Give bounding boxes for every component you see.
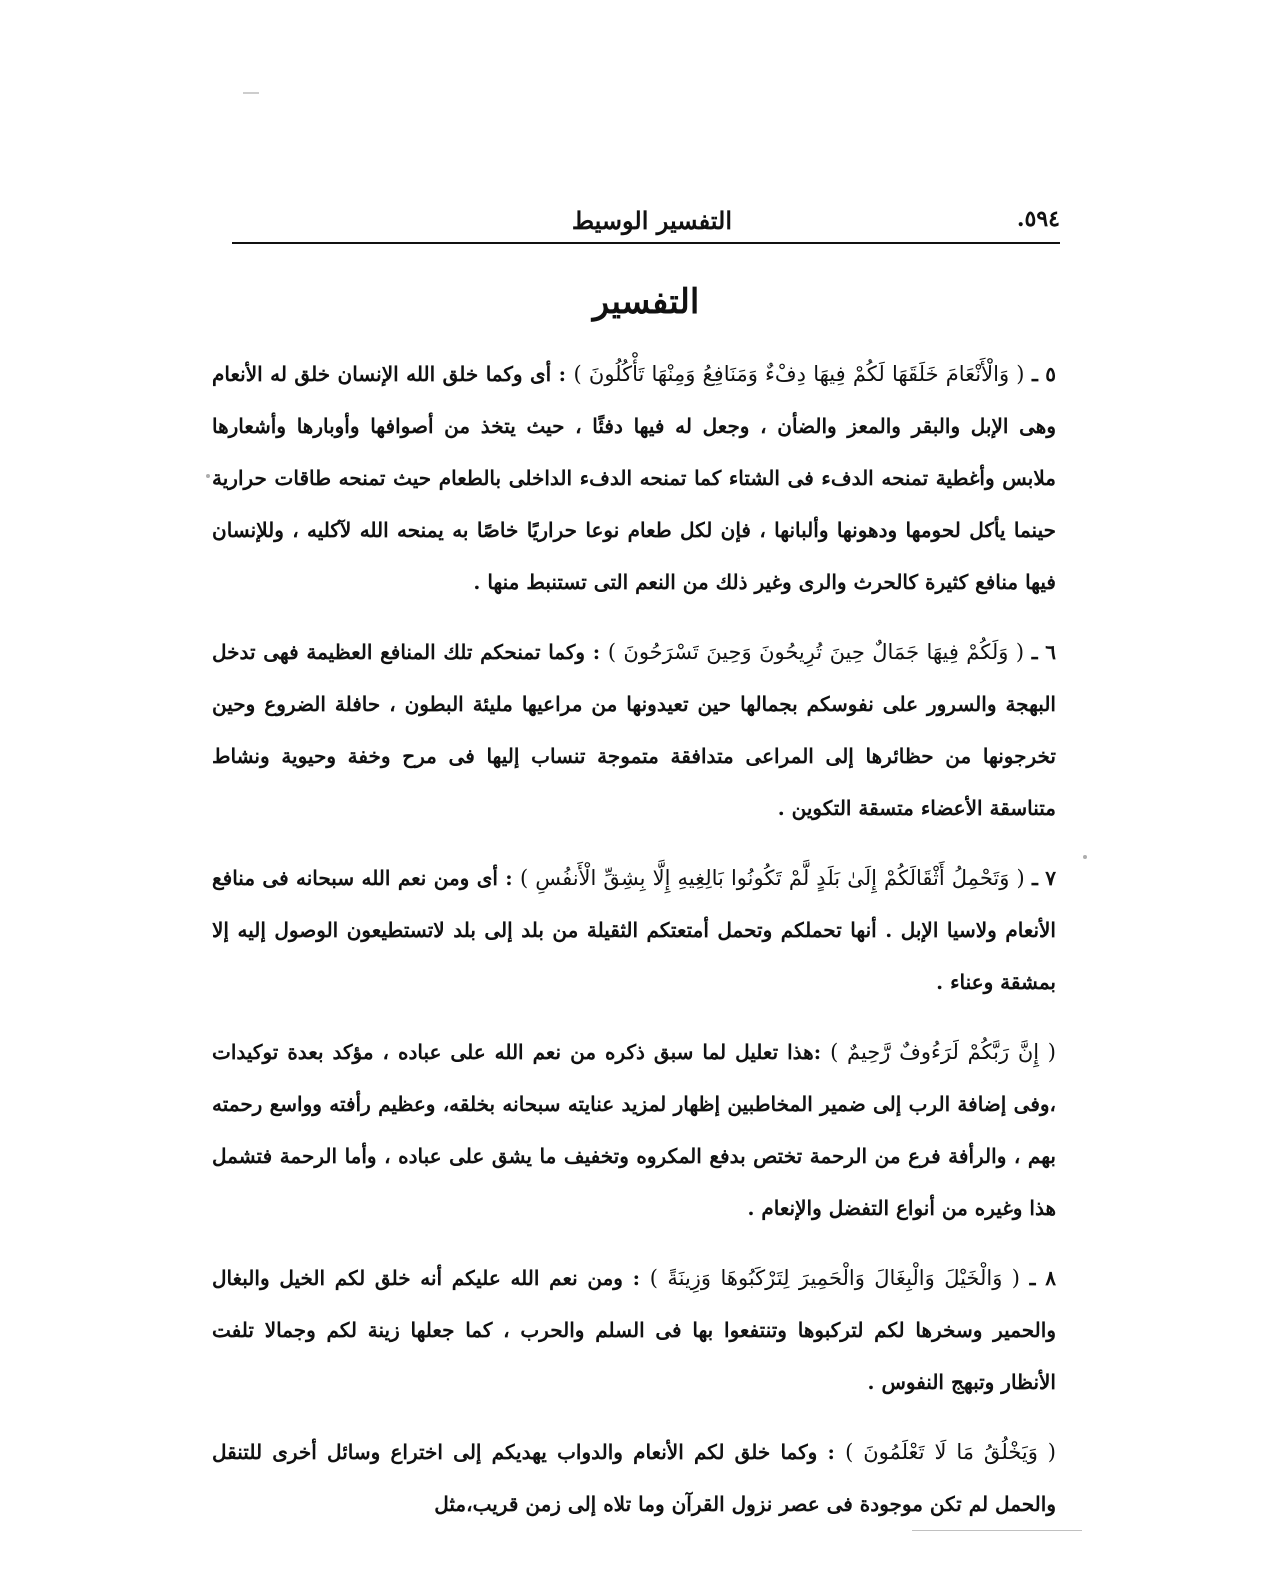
scan-mark bbox=[243, 92, 259, 94]
section-heading: التفسير bbox=[592, 282, 700, 322]
header-divider bbox=[232, 242, 1060, 244]
running-title: التفسير الوسيط bbox=[571, 206, 732, 235]
commentary-text: : أى ومن نعم الله سبحانه فى منافع الأنعام ولاسيا الإبل . أنها تحملكم وتحمل أمتعتكم الثقيلة من بلد إلى بلد لاتستطيعون الوصول إليه إلا بمشقة وعناء . bbox=[212, 866, 1056, 994]
verse-number: ٧ ـ bbox=[1032, 866, 1056, 890]
commentary-paragraph bbox=[212, 1426, 1056, 1530]
verse-quote: ( وَيَخْلُقُ مَا لَا تَعْلَمُونَ ) bbox=[845, 1440, 1056, 1464]
scan-dot bbox=[206, 474, 210, 478]
commentary-text: : أى وكما خلق الله الإنسان خلق له الأنعام وهى الإبل والبقر والمعز والضأن ، وجعل له فيها دفئًا ، حيث يتخذ من أصوافها وأوبارها وأشعارها ملابس وأغطية تمنحه الدفء فى الشتاء كما تمنحه الدفء الداخلى بالطعام حيث تمنحه طاقات حرارية حينما يأكل لحومها ودهونها وألبانها ، فإن لكل طعام نوعا حراريًا خاصًا به يمنحه الله لآكليه ، وللإنسان فيها منافع كثيرة كالحرث والرى وغير ذلك من النعم التى تستنبط منها . bbox=[212, 362, 1056, 594]
commentary-paragraph bbox=[212, 852, 1056, 1008]
verse-quote: ( وَالْخَيْلَ وَالْبِغَالَ وَالْحَمِيرَ لِتَرْكَبُوهَا وَزِينَةً ) bbox=[649, 1266, 1020, 1290]
commentary-body bbox=[212, 348, 1056, 1548]
commentary-text: : ومن نعم الله عليكم أنه خلق لكم الخيل والبغال والحمير وسخرها لكم لتركبوها وتنتفعوا بها فى السلم والحرب ، كما جعلها زينة لكم وجمالا تلفت الأنظار وتبهج النفوس . bbox=[212, 1266, 1056, 1394]
verse-quote: ( وَلَكُمْ فِيهَا جَمَالٌ حِينَ تُرِيحُونَ وَحِينَ تَسْرَحُونَ ) bbox=[607, 640, 1025, 664]
commentary-text: :هذا تعليل لما سبق ذكره من نعم الله على عباده ، مؤكد بعدة توكيدات ،وفى إضافة الرب إلى ضمير المخاطبين إظهار لمزيد عنايته سبحانه بخلقه، وعظيم رأفته وواسع رحمته بهم ، والرأفة فرع من الرحمة تختص بدفع المكروه وتخفيف ما يشق على عباده ، وأما الرحمة فتشمل هذا وغيره من أنواع التفضل والإنعام . bbox=[212, 1040, 1056, 1220]
commentary-text: : وكما تمنحكم تلك المنافع العظيمة فهى تدخل البهجة والسرور على نفوسكم بجمالها حين تعيدونها من مراعيها مليئة البطون ، حافلة الضروع وحين تخرجونها من حظائرها إلى المراعى متدافقة متموجة تنساب إليها فى مرح وخفة وحيوية ونشاط متناسقة الأعضاء متسقة التكوين . bbox=[212, 640, 1056, 820]
commentary-paragraph bbox=[212, 626, 1056, 834]
verse-number: ٥ ـ bbox=[1031, 362, 1057, 386]
page-number: ٥٩٤. bbox=[1016, 206, 1060, 232]
commentary-paragraph bbox=[212, 1026, 1056, 1234]
scan-dot bbox=[1083, 855, 1087, 859]
commentary-paragraph bbox=[212, 1252, 1056, 1408]
verse-number: ٨ ـ bbox=[1029, 1266, 1056, 1290]
commentary-paragraph bbox=[212, 348, 1056, 608]
footer-scan-line bbox=[912, 1530, 1082, 1531]
verse-number: ٦ ـ bbox=[1031, 640, 1057, 664]
verse-quote: ( وَالْأَنْعَامَ خَلَقَهَا لَكُمْ فِيهَا دِفْءٌ وَمَنَافِعُ وَمِنْهَا تَأْكُلُونَ ) bbox=[573, 362, 1025, 386]
commentary-text: : وكما خلق لكم الأنعام والدواب يهديكم إلى اختراع وسائل أخرى للتنقل والحمل لم تكن موجودة فى عصر نزول القرآن وما تلاه إلى زمن قريب،مثل bbox=[212, 1440, 1056, 1516]
verse-quote: ( إِنَّ رَبَّكُمْ لَرَءُوفٌ رَّحِيمٌ ) bbox=[830, 1040, 1056, 1064]
running-header bbox=[232, 200, 1060, 244]
verse-quote: ( وَتَحْمِلُ أَثْقَالَكُمْ إِلَىٰ بَلَدٍ لَّمْ تَكُونُوا بَالِغِيهِ إِلَّا بِشِقِّ الْأَنفُسِ ) bbox=[520, 866, 1025, 890]
